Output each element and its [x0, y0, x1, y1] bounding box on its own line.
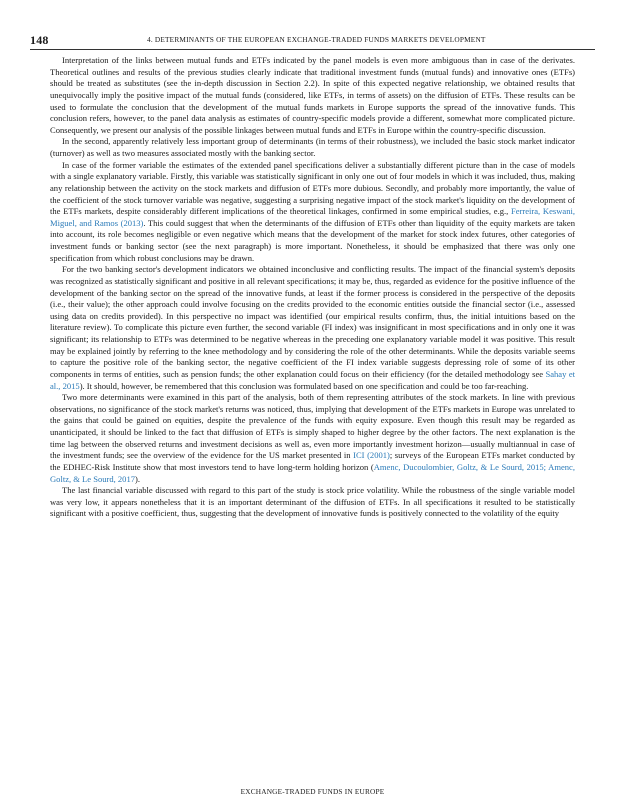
paragraph-banking-sector: [50, 264, 575, 392]
text-run: ). It should, however, be remembered that this conclusion was formulated based on one specification and could be too far-reaching.: [79, 380, 529, 391]
body-text: [50, 55, 575, 520]
paragraph-stock-turnover: [50, 160, 575, 265]
text-run: For the two banking sector's development indicators we obtained inconclusive and conflicting results. The impact of the financial system's deposits was recognized as statistically significant and positive in all relevant specifications; it may be, thus, regarded as evidence for the positive influence of the development of the banking sector on the spread of the innovative funds, at least if the former process is considered in the perspective of the deposits (i.e., their value); the other approach could involve focusing on the credits provided to the economic entities outside the financial sector (i.e., assessed using data on credits provided). In this perspective no impact was identified (our empirical results confirm, thus, the initial intuitions based on the literature review). To complicate this picture even further, the second variable (FI index) was insignificant in most specifications and in only one it was significant; its relationship to ETFs was determined to be negative whereas in the preceding one explanatory variable model it was positive. This result may be explained jointly by referring to the knee methodology and by considering the role of the other determinants. While the deposits variable seems to capture the positive role of the banking sector, the negative coefficient of the FI index variable suggests depressing role of some of its other components in terms of entities, such as pension funds; the other explanation could focus on their efficiency (for the detailed methodology see: [50, 264, 575, 379]
paragraph-volatility: The last financial variable discussed with regard to this part of the study is stock price volatility. While the robustness of the single variable model was very low, it appears nonetheless that it is an important determinant of the diffusion of ETFs. In all specifications it resulted to be statistically significant with a positive coefficient, thus, suggesting that the development of innovative funds is positively connected to the volatility of the equity: [50, 485, 575, 519]
running-head: 4. DETERMINANTS OF THE EUROPEAN EXCHANGE-TRADED FUNDS MARKETS DEVELOPMENT: [147, 35, 486, 44]
citation-link[interactable]: Ferreira, Keswani, Miguel, and Ramos (2013): [50, 206, 575, 228]
citation-link[interactable]: Sahay et al., 2015: [50, 368, 575, 391]
text-run: ).: [135, 473, 140, 484]
text-run: . This could suggest that when the determinants of the diffusion of ETFs other than liquidity of the equity markets are taken into account, its role becomes negligible or even negative which means that the development of the market for stock index futures, other categories of investment funds or banking sector (see the next paragraph) is more important. Nonetheless, it should be emphasized that there was only one specification from which robust conclusions may be drawn.: [50, 217, 575, 263]
citation-link[interactable]: Amenc, Ducoulombier, Goltz, & Le Sourd, 2015; Amenc, Goltz, & Le Sourd, 2017: [50, 461, 575, 484]
paragraph-stock-returns: [50, 392, 575, 485]
citation-link[interactable]: ICI (2001): [353, 450, 390, 461]
header-rule: [30, 49, 595, 50]
page-footer: EXCHANGE-TRADED FUNDS IN EUROPE: [240, 787, 385, 796]
text-run: ; surveys of the European ETFs market conducted by the EDHEC-Risk Institute show that most investors tend to have long-term holding horizon (: [50, 450, 575, 472]
paragraph-second-group: In the second, apparently relatively less important group of determinants (in terms of their robustness), we included the basic stock market indicator (turnover) as well as two measures associated mostly with the banking sector.: [50, 136, 575, 158]
text-run: In case of the former variable the estimates of the extended panel specifications deliver a substantially different picture than in the case of models with a single explanatory variable. Firstly, this variable was statistically significant in only one out of four models in which it was included, thus, making any relationship between the activity on the stock markets and diffusion of ETFs more dubious. Secondly, and probably more importantly, the value of the coefficient of the stock turnover variable was negative, suggesting a surprising negative impact of the stock market's liquidity on the development of the ETFs markets, despite considerably different implications of the theoretical linkages, confirmed in some empirical studies, e.g.,: [50, 159, 575, 217]
paragraph-mutual-funds: Interpretation of the links between mutual funds and ETFs indicated by the panel models is even more ambiguous than in case of the derivates. Theoretical outlines and results of the previous studies clearly indicate that traditional investment funds (mutual funds) and innovative ones (ETFs) should be treated as substitutes (see the in-depth discussion in Section 2.2). In spite of this expected negative relationship, we obtained results that unequivocally imply the positive impact of the mutual funds (considered, like ETFs, in terms of assets) on the diffusion of ETFs. These results can be used to formulate the conclusion that the development of the mutual funds markets in Europe supports the spread of the innovative funds. This conclusion refers, however, to the panel data analysis as estimates of country-specific models provide a different, somewhat more complicated picture. Consequently, we present our analysis of the possible linkages between mutual funds and ETFs in Europe within the country-specific discussion.: [50, 55, 575, 135]
page-header: [30, 33, 595, 47]
page-number: 148: [30, 33, 49, 47]
text-run: Two more determinants were examined in this part of the analysis, both of them representing attributes of the stock markets. In line with previous observations, no significance of the stock market's returns was noticed, thus, implying that development of the ETFs markets in Europe was unrelated to the gains that could be gained on equities, despite the prevalence of the funds with equity exposure. Even though this result may be regarded as unanticipated, it should be linked to the fact that diffusion of ETFs is simply shaped to higher degree by the other factors. The next explanation is the time lag between the observed returns and investment decisions as well as, even more importantly investment horizon—usually multiannual in case of the investment funds; see the overview of the evidence for the US market presented in: [50, 392, 575, 461]
